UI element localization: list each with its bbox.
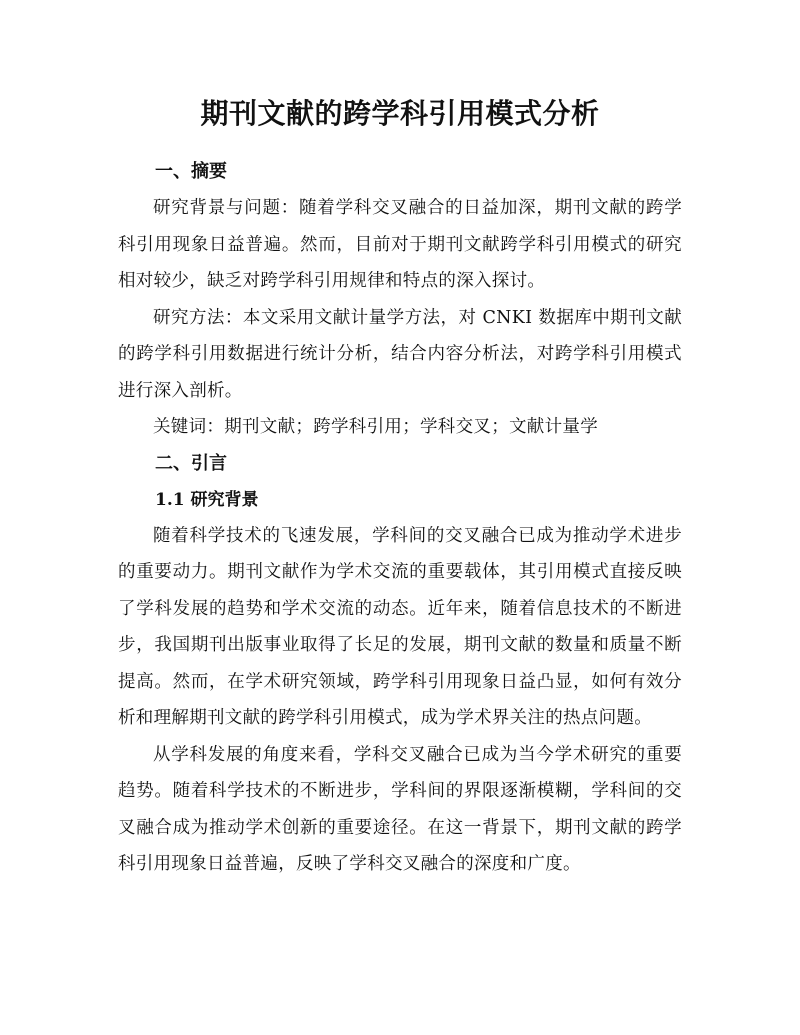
introduction-paragraph-1: 随着科学技术的飞速发展，学科间的交叉融合已成为推动学术进步的重要动力。期刊文献作为学术交流的重要载体，其引用模式直接反映了学科发展的趋势和学术交流的动态。近年来，随着信息技术的不断进步，我国期刊出版事业取得了长足的发展，期刊文献的数量和质量不断提高。然而，在学术研究领域，跨学科引用现象日益凸显，如何有效分析和理解期刊文献的跨学科引用模式，成为学术界关注的热点问题。 bbox=[118, 525, 682, 728]
abstract-methods-paragraph: 研究方法：本文采用文献计量学方法，对 CNKI 数据库中期刊文献的跨学科引用数据进行统计分析，结合内容分析法，对跨学科引用模式进行深入剖析。 bbox=[118, 307, 682, 401]
section-1-1-heading: 1.1 研究背景 bbox=[155, 489, 259, 510]
introduction-paragraph-2: 从学科发展的角度来看，学科交叉融合已成为当今学术研究的重要趋势。随着科学技术的不断进步，学科间的界限逐渐模糊，学科间的交叉融合成为推动学术创新的重要途径。在这一背景下，期刊文献的跨学科引用现象日益普遍，反映了学科交叉融合的深度和广度。 bbox=[118, 744, 682, 874]
abstract-background-paragraph: 研究背景与问题：随着学科交叉融合的日益加深，期刊文献的跨学科引用现象日益普遍。然而，目前对于期刊文献跨学科引用模式的研究相对较少，缺乏对跨学科引用规律和特点的深入探讨。 bbox=[118, 198, 682, 291]
document-title: 期刊文献的跨学科引用模式分析 bbox=[200, 97, 600, 130]
introduction-heading: 二、引言 bbox=[155, 452, 227, 474]
abstract-heading: 一、摘要 bbox=[155, 161, 227, 182]
keywords-line: 关键词：期刊文献；跨学科引用；学科交叉；文献计量学 bbox=[153, 417, 598, 437]
